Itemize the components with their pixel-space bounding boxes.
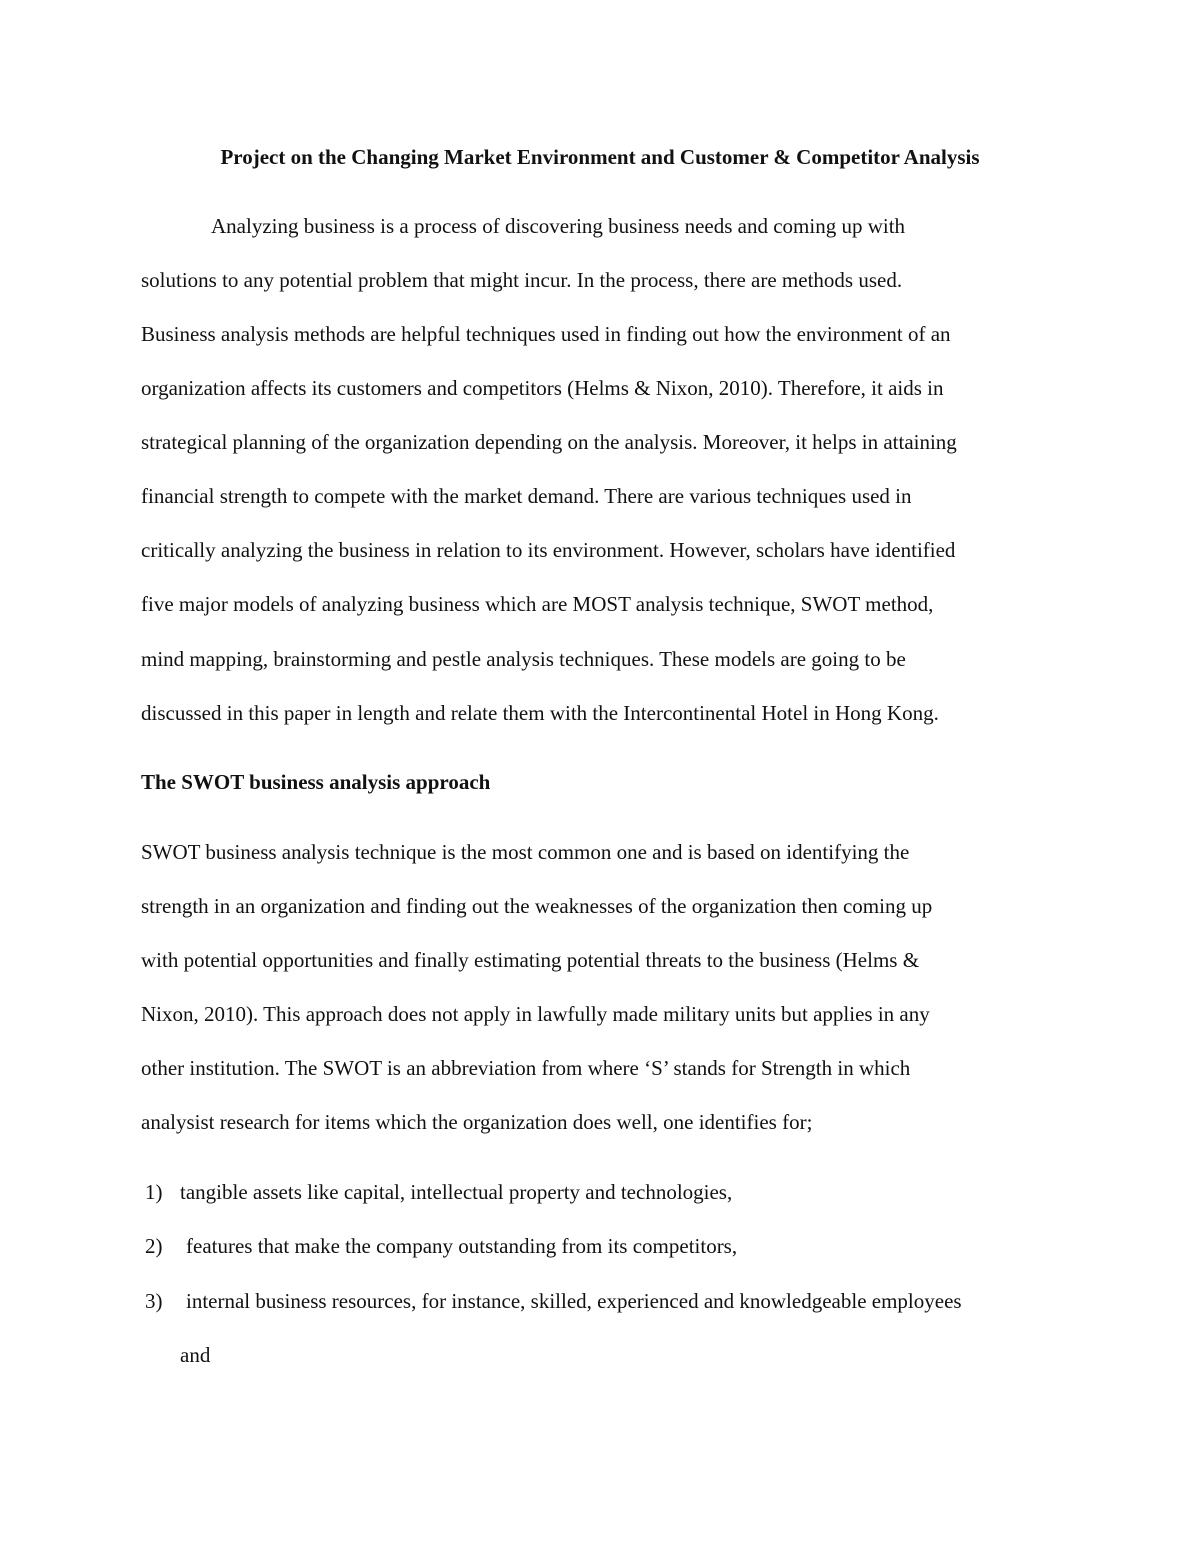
intro-line-5: strategical planning of the organization depending on the analysis. Moreover, it helps in attaining — [141, 430, 957, 454]
list-item-number: 1) — [145, 1180, 163, 1204]
swot-line-6: analysist research for items which the organization does well, one identifies for; — [141, 1110, 813, 1134]
section-heading-swot: The SWOT business analysis approach — [141, 770, 491, 794]
intro-line-4: organization affects its customers and competitors (Helms & Nixon, 2010). Therefore, it aids in — [141, 376, 944, 400]
intro-line-1: Analyzing business is a process of discovering business needs and coming up with — [211, 214, 906, 238]
list-item-number: 2) — [145, 1234, 163, 1258]
swot-line-4: Nixon, 2010). This approach does not apply in lawfully made military units but applies in any — [141, 1002, 930, 1026]
swot-line-2: strength in an organization and finding out the weaknesses of the organization then coming up — [141, 894, 933, 918]
intro-line-3: Business analysis methods are helpful techniques used in finding out how the environment of an — [141, 322, 951, 346]
list-item-text: tangible assets like capital, intellectual property and technologies, — [180, 1180, 733, 1204]
swot-line-1: SWOT business analysis technique is the most common one and is based on identifying the — [141, 840, 910, 864]
intro-line-8: five major models of analyzing business which are MOST analysis technique, SWOT method, — [141, 592, 934, 616]
intro-line-2: solutions to any potential problem that might incur. In the process, there are methods used. — [141, 268, 903, 292]
list-item-continuation: and — [180, 1343, 211, 1367]
intro-line-7: critically analyzing the business in relation to its environment. However, scholars have identified — [141, 538, 956, 562]
list-item-number: 3) — [145, 1289, 163, 1313]
intro-line-9: mind mapping, brainstorming and pestle analysis techniques. These models are going to be — [141, 647, 906, 671]
list-item-text: features that make the company outstanding from its competitors, — [186, 1234, 738, 1258]
document-title: Project on the Changing Market Environment and Customer & Competitor Analysis — [220, 145, 980, 169]
swot-line-3: with potential opportunities and finally estimating potential threats to the business (Helms & — [141, 948, 920, 972]
intro-line-10: discussed in this paper in length and relate them with the Intercontinental Hotel in Hong Kong. — [141, 701, 939, 725]
list-item-text: internal business resources, for instance, skilled, experienced and knowledgeable employees — [186, 1289, 962, 1313]
intro-line-6: financial strength to compete with the market demand. There are various techniques used in — [141, 484, 912, 508]
swot-line-5: other institution. The SWOT is an abbreviation from where ‘S’ stands for Strength in which — [141, 1056, 911, 1080]
